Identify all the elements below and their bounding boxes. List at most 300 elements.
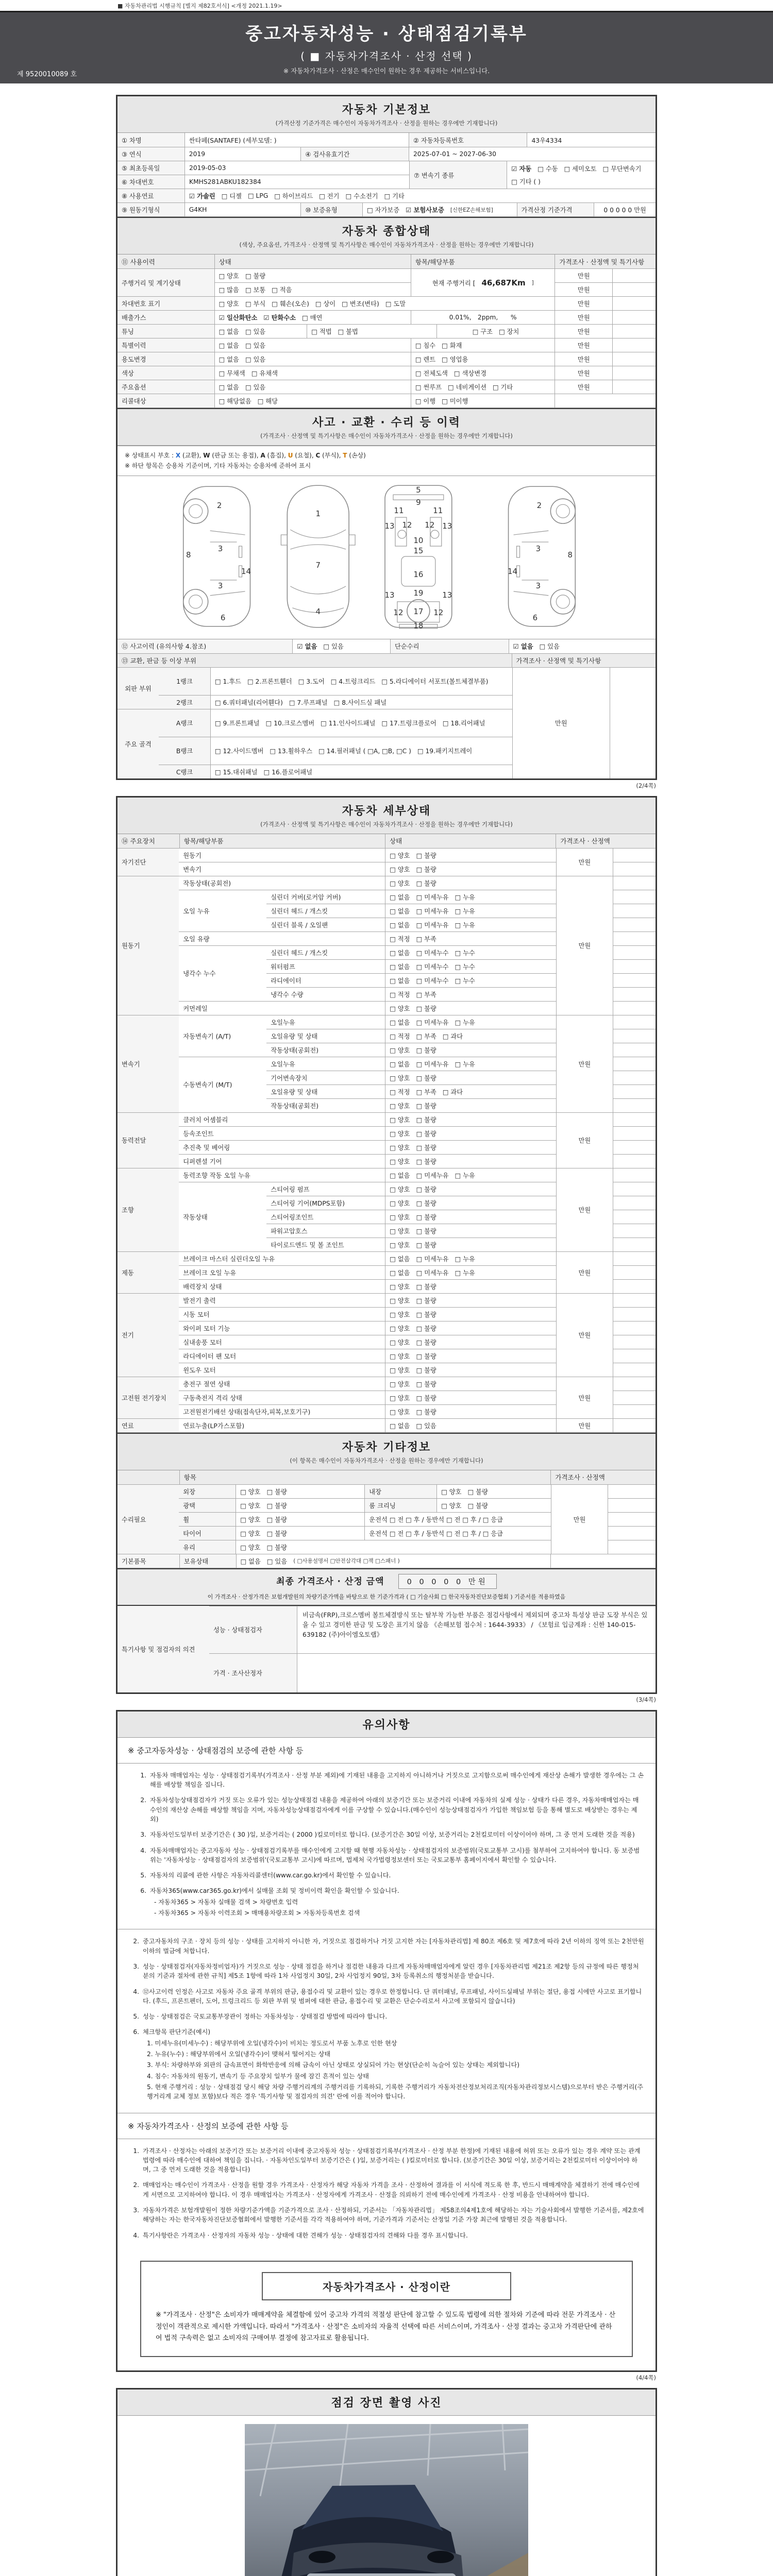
text-cell — [613, 987, 656, 1001]
checkbox-unchecked[interactable]: □ 이행 — [415, 398, 436, 405]
checkbox-unchecked[interactable]: □ 부족 — [416, 1088, 436, 1096]
checkbox-unchecked[interactable]: □ 불량 — [416, 1046, 436, 1054]
legend-segment: W — [203, 452, 210, 459]
checkbox-unchecked[interactable]: □ 양호 — [390, 1074, 410, 1082]
text-cell: 배출가스 — [117, 310, 214, 324]
checkbox-unchecked[interactable]: □ 적법 — [311, 328, 332, 335]
checkbox-unchecked[interactable]: □ 15.대쉬패널 — [215, 768, 258, 776]
checkbox-unchecked[interactable]: □ 양호 — [390, 1394, 410, 1402]
option-cell — [385, 1404, 556, 1418]
checkbox-unchecked[interactable]: □ 양호 — [390, 1144, 410, 1151]
option-cell — [385, 1001, 556, 1015]
checkbox-unchecked[interactable]: □ 적정 — [390, 1032, 410, 1040]
legend-segment: A — [260, 452, 265, 459]
text-cell: 라디에이터 — [266, 973, 385, 987]
text-cell: 단순수리 — [390, 639, 509, 653]
checkbox-unchecked[interactable]: □ 양호 — [240, 1502, 261, 1510]
checkbox-unchecked[interactable]: □ 기타 — [384, 193, 405, 200]
diagram-part-number: 14 — [508, 566, 518, 576]
text-cell: ⑭ 주요장치 — [117, 834, 179, 848]
checkbox-unchecked[interactable]: □ 불량 — [416, 1283, 436, 1291]
checkbox-unchecked[interactable]: □ 1.후드 — [215, 678, 242, 686]
checkbox-unchecked[interactable]: □ 11.인사이드패널 — [321, 720, 376, 727]
legend-segment: (부식), — [320, 452, 343, 459]
text-cell: ⑦ 변속기 종류 — [409, 161, 507, 189]
checkbox-unchecked[interactable]: □ 양호 — [390, 1283, 410, 1291]
checkbox-unchecked[interactable]: □ 있음 — [416, 1422, 436, 1430]
checkbox-unchecked[interactable]: □ 14.필러패널 ( □A, □B, □C ) — [318, 748, 411, 755]
checkbox-unchecked[interactable]: □ 누수 — [455, 949, 475, 957]
checkbox-unchecked[interactable]: □ 도말 — [385, 300, 406, 308]
text-cell: 클러치 어셈블리 — [179, 1112, 385, 1126]
checkbox-unchecked[interactable]: □ 디젤 — [221, 193, 242, 200]
checkbox-unchecked[interactable]: □ 누유 — [455, 1269, 475, 1277]
checkbox-unchecked[interactable]: □ 없음 — [390, 1172, 410, 1179]
checkbox-unchecked[interactable]: □ 없음 — [390, 1422, 410, 1430]
checkbox-unchecked[interactable]: □ 불량 — [266, 1488, 287, 1496]
legend-segment: (판금 또는 용접), — [210, 452, 261, 459]
checkbox-unchecked[interactable]: □ 적정 — [390, 935, 410, 943]
checkbox-unchecked[interactable]: □ 있음 — [323, 643, 344, 651]
diagram-part-number: 13 — [384, 521, 395, 531]
checkbox-unchecked[interactable]: □ 양호 — [390, 1158, 410, 1165]
checkbox-unchecked[interactable]: □ 양호 — [390, 1408, 410, 1416]
checkbox-unchecked[interactable]: □ 누수 — [455, 963, 475, 971]
checkbox-unchecked[interactable]: □ 없음 — [390, 1255, 410, 1263]
document-number: 제 9520010089 호 — [17, 71, 77, 78]
checkbox-unchecked[interactable]: □ 불량 — [416, 879, 436, 887]
checkbox-unchecked[interactable]: □ 양호 — [219, 273, 239, 280]
checkbox-unchecked[interactable]: □ 양호 — [390, 1380, 410, 1388]
checkbox-unchecked[interactable]: □ 누유 — [455, 921, 475, 929]
text-cell: 오일유량 및 상태 — [266, 1084, 385, 1098]
checkbox-unchecked[interactable]: □ 양호 — [390, 1102, 410, 1110]
checkbox-unchecked[interactable]: □ 유채색 — [251, 370, 278, 377]
notice-item: 4. 특기사항란은 가격조사 · 산정자의 자동차 성능 · 상태에 대한 견해가 성능 · 상태점검자의 견해와 다를 경우 표시합니다. — [129, 2231, 644, 2240]
checkbox-unchecked[interactable]: □ 미세누유 — [416, 1172, 449, 1179]
checkbox-unchecked[interactable]: □ 양호 — [390, 1366, 410, 1374]
checkbox-unchecked[interactable]: □ 누유 — [455, 907, 475, 915]
overall-state-subtitle: (색상, 주요옵션, 가격조사 · 산정액 및 특기사항은 매수인이 자동차가격조사 · 산정을 원하는 경우에만 기재합니다) — [239, 241, 534, 248]
checkbox-unchecked[interactable]: □ 불량 — [416, 1227, 436, 1235]
checkbox-unchecked[interactable]: □ 불량 — [416, 1102, 436, 1110]
checkbox-checked[interactable]: ☑ 없음 — [513, 643, 533, 651]
checkbox-unchecked[interactable]: □ 미세누유 — [416, 1255, 449, 1263]
checkbox-unchecked[interactable]: □ 양호 — [390, 1213, 410, 1221]
checkbox-unchecked[interactable]: □ 자가보증 — [367, 207, 400, 214]
checkbox-unchecked[interactable]: □ 양호 — [390, 1241, 410, 1249]
checkbox-unchecked[interactable]: □ 불량 — [245, 273, 266, 280]
option-cell — [236, 1540, 551, 1554]
text-cell: 배력장치 상태 — [179, 1279, 385, 1293]
diagram-part-number: 9 — [416, 497, 421, 507]
checkbox-unchecked[interactable]: □ 양호 — [390, 1325, 410, 1332]
checkbox-unchecked[interactable]: □ 있음 — [245, 328, 266, 335]
checkbox-unchecked[interactable]: □ 불량 — [467, 1488, 488, 1496]
text-cell: 주요 골격 — [117, 709, 159, 778]
text-cell: 시동 모터 — [179, 1307, 385, 1321]
checkbox-unchecked[interactable]: □ 불량 — [416, 1311, 436, 1318]
checkbox-unchecked[interactable]: □ 누유 — [455, 893, 475, 901]
option-cell — [292, 639, 390, 653]
checkbox-unchecked[interactable]: □ 양호 — [390, 1046, 410, 1054]
checkbox-unchecked[interactable]: □ 3.도어 — [298, 678, 325, 686]
checkbox-unchecked[interactable]: □ 불량 — [416, 1325, 436, 1332]
checkbox-unchecked[interactable]: □ 불량 — [416, 1116, 436, 1124]
checkbox-unchecked[interactable]: □ 10.크로스멤버 — [265, 720, 315, 727]
notice-number: 4. — [140, 1846, 146, 1854]
checkbox-unchecked[interactable]: □ 침수 — [415, 342, 436, 349]
text-cell — [613, 904, 656, 918]
checkbox-unchecked[interactable]: □ 적정 — [390, 1088, 410, 1096]
checkbox-unchecked[interactable]: □ 렌트 — [415, 356, 436, 363]
checkbox-unchecked[interactable]: □ 없음 — [219, 342, 239, 349]
checkbox-unchecked[interactable]: □ 5.라디에이터 서포트(볼트체결부품) — [381, 678, 489, 686]
checkbox-unchecked[interactable]: □ 17.트렁크플로어 — [381, 720, 436, 727]
checkbox-unchecked[interactable]: □ 없음 — [219, 328, 239, 335]
text-cell: 만원 — [554, 296, 612, 310]
accident-history-title: 사고 · 교환 · 수리 등 이력 — [312, 416, 461, 429]
checkbox-unchecked[interactable]: □ 16.플로어패널 — [263, 768, 313, 776]
checkbox-unchecked[interactable]: □ 불량 — [416, 1297, 436, 1304]
notice-item: 2. 중고자동차의 구조 · 장치 등의 성능 · 상태를 고지하지 아니한 자, 거짓으로 점검하거나 거짓 고지한 자는 [자동차관리법] 제 80조 제6호 및 제7호에 따라 2년 이하의 징역 또는 2천만원 이하의 벌금에 처합니다. — [129, 1937, 644, 1956]
checkbox-unchecked[interactable]: □ 없음 — [390, 963, 410, 971]
checkbox-unchecked[interactable]: □ 기타 — [492, 384, 513, 391]
checkbox-unchecked[interactable]: □ 하이브리드 — [274, 193, 313, 200]
checkbox-unchecked[interactable]: □ 있음 — [245, 342, 266, 349]
checkbox-unchecked[interactable]: □ 변조(변타) — [342, 300, 379, 308]
checkbox-unchecked[interactable]: □ 전체도색 — [415, 370, 448, 377]
checkbox-unchecked[interactable]: □ 불량 — [416, 1338, 436, 1346]
option-cell — [385, 1029, 556, 1043]
text-cell: 만원 — [556, 1015, 612, 1112]
text-cell: 브레이크 오일 누유 — [179, 1265, 385, 1279]
text-cell — [613, 1335, 656, 1349]
text-cell: 0.01%, 2ppm, % — [411, 310, 554, 324]
notice-subitem: - 자동차365 > 자동차 실매물 검색 > 차량번호 입력 — [154, 1898, 298, 1906]
text-cell: 냉각수 누수 — [179, 945, 266, 1001]
text-cell: 43우4334 — [527, 133, 656, 147]
checkbox-unchecked[interactable]: □ 없음 — [390, 1060, 410, 1068]
checkbox-unchecked[interactable]: □ 매연 — [302, 314, 323, 321]
option-cell — [385, 1335, 556, 1349]
checkbox-unchecked[interactable]: □ 누유 — [455, 1255, 475, 1263]
checkbox-unchecked[interactable]: □ 미세누수 — [416, 963, 449, 971]
checkbox-unchecked[interactable]: □ 양호 — [441, 1502, 462, 1510]
notices-subhead-2: ※ 자동차가격조사 · 산정의 보증에 관한 사항 등 — [117, 2113, 656, 2139]
checkbox-unchecked[interactable]: □ 없음 — [390, 1019, 410, 1026]
option-cell — [385, 1279, 556, 1293]
checkbox-unchecked[interactable]: □ 양호 — [390, 1311, 410, 1318]
notice-number: 6. — [140, 1887, 146, 1895]
checkbox-unchecked[interactable]: □ 적음 — [272, 286, 292, 294]
text-cell: 변속기 — [179, 862, 385, 876]
option-cell — [210, 667, 512, 695]
checkbox-unchecked[interactable]: □ 불량 — [266, 1516, 287, 1523]
checkbox-unchecked[interactable]: □ 영업용 — [442, 356, 468, 363]
diagram-part-number: 2 — [216, 500, 222, 510]
text-cell: 내장 — [364, 1484, 436, 1498]
final-price-row — [117, 1568, 656, 1605]
checkbox-unchecked[interactable]: □ 수소전기 — [345, 193, 378, 200]
checkbox-unchecked[interactable]: □ 불량 — [416, 1144, 436, 1151]
checkbox-unchecked[interactable]: □ 해당 — [257, 398, 278, 405]
text-cell — [613, 1321, 656, 1335]
checkbox-checked[interactable]: ☑ 일산화탄소 — [219, 314, 258, 321]
checkbox-unchecked[interactable]: □ 미세누유 — [416, 893, 449, 901]
text-cell — [612, 380, 656, 394]
checkbox-unchecked[interactable]: □ 불량 — [266, 1544, 287, 1551]
checkbox-unchecked[interactable]: □ 누유 — [455, 1172, 475, 1179]
checkbox-unchecked[interactable]: □ 적정 — [390, 991, 410, 998]
text-cell: 0 0 0 0 0 만원 — [594, 202, 656, 216]
checkbox-unchecked[interactable]: □ 미세누유 — [416, 1269, 449, 1277]
text-cell — [613, 1377, 656, 1391]
text-cell: 2019 — [184, 147, 301, 161]
checkbox-unchecked[interactable]: □ 불량 — [416, 1074, 436, 1082]
checkbox-unchecked[interactable]: □ 양호 — [390, 1130, 410, 1138]
checkbox-unchecked[interactable]: □ LPG — [248, 192, 268, 199]
checkbox-unchecked[interactable]: □ 양호 — [390, 1227, 410, 1235]
basic-info-header — [117, 96, 656, 133]
text-cell — [610, 667, 656, 778]
option-cell — [385, 1071, 556, 1084]
text-cell: 작동상태 — [179, 1182, 266, 1251]
checkbox-unchecked[interactable]: □ 없음 — [219, 384, 239, 391]
checkbox-unchecked[interactable]: □ 화재 — [442, 342, 462, 349]
checkbox-unchecked[interactable]: □ 양호 — [390, 852, 410, 859]
option-cell — [214, 338, 411, 352]
checkbox-unchecked[interactable]: □ 없음 — [390, 949, 410, 957]
checkbox-unchecked[interactable]: □ 미이행 — [442, 398, 468, 405]
checkbox-unchecked[interactable]: □ 7.루프패널 — [289, 699, 328, 706]
checkbox-unchecked[interactable]: □ 있음 — [539, 643, 560, 651]
checkbox-unchecked[interactable]: □ 전기 — [319, 193, 340, 200]
checkbox-unchecked[interactable]: □ 양호 — [390, 1352, 410, 1360]
checkbox-unchecked[interactable]: □ 보통 — [245, 286, 266, 294]
checkbox-unchecked[interactable]: □ 13.휠하우스 — [270, 748, 313, 755]
checkbox-unchecked[interactable]: □ 양호 — [390, 1297, 410, 1304]
checkbox-unchecked[interactable]: □ 없음 — [390, 977, 410, 985]
checkbox-unchecked[interactable]: □ 양호 — [390, 1005, 410, 1012]
document — [116, 95, 657, 2576]
checkbox-unchecked[interactable]: □ 미세누유 — [416, 1019, 449, 1026]
text-cell: 만원 — [556, 1418, 612, 1432]
notice-item: 2. 자동차성능상태점검자가 거짓 또는 오류가 있는 성능상태점검 내용을 제공하여 아래의 보증기간 또는 보증거리 이내에 자동차의 실제 성능 · 상태가 다른 경우, 자동차매매업자는 매수인의 재산상 손해를 배상할 책임을 지며, 자동차성능상태점검자에게 이를 구상할 수 있습니다.(매수인이 성능상태점검자가 가입한 책임보험 등을 통해 별도로 배상받는 경우는 제외) — [136, 1795, 644, 1824]
checkbox-unchecked[interactable]: □ 불량 — [416, 1380, 436, 1388]
checkbox-unchecked[interactable]: □ 무채색 — [219, 370, 245, 377]
option-cell — [385, 876, 556, 890]
text-cell — [612, 268, 656, 282]
checkbox-unchecked[interactable]: □ 12.사이드멤버 — [215, 748, 264, 755]
checkbox-unchecked[interactable]: □ 4.트렁크리드 — [330, 678, 376, 686]
checkbox-unchecked[interactable]: □ 없음 — [390, 907, 410, 915]
checkbox-unchecked[interactable]: □ 미세누수 — [416, 977, 449, 985]
text-cell: KMHS281ABKU182384 — [184, 175, 409, 189]
text-cell: 성능 · 상태점검자 — [209, 1606, 297, 1653]
checkbox-unchecked[interactable]: □ 18.리어패널 — [442, 720, 485, 727]
text-cell: 상태 — [385, 834, 556, 848]
checkbox-unchecked[interactable]: □ 양호 — [240, 1516, 261, 1523]
checkbox-checked[interactable]: ☑ 없음 — [297, 643, 317, 651]
diagram-part-number: 11 — [433, 505, 443, 515]
checkbox-checked[interactable]: ☑ 보험사보증 — [406, 207, 444, 214]
checkbox-unchecked[interactable]: □ 있음 — [245, 384, 266, 391]
checkbox-unchecked[interactable]: □ 상이 — [315, 300, 336, 308]
checkbox-unchecked[interactable]: □ 구조 — [472, 328, 493, 335]
checkbox-checked[interactable]: ☑ 가솔린 — [189, 193, 215, 200]
notices-group-b — [117, 1929, 656, 2113]
legend-segment: (요철), — [293, 452, 316, 459]
checkbox-unchecked[interactable]: □ 기타 ( ) — [511, 178, 541, 185]
checkbox-unchecked[interactable]: □ 9.프론트패널 — [215, 720, 260, 727]
checkbox-unchecked[interactable]: □ 양호 — [240, 1544, 261, 1551]
checkbox-checked[interactable]: ☑ 자동 — [511, 165, 532, 173]
checkbox-unchecked[interactable]: □ 과다 — [442, 1088, 463, 1096]
checkbox-unchecked[interactable]: □ 양호 — [390, 866, 410, 873]
option-cell — [385, 848, 556, 862]
diagram-part-number: 8 — [567, 550, 573, 560]
checkbox-unchecked[interactable]: □ 누유 — [455, 1019, 475, 1026]
option-cell — [411, 394, 554, 408]
text-cell: A랭크 — [159, 709, 210, 737]
checkbox-unchecked[interactable]: □ 불량 — [416, 1158, 436, 1165]
checkbox-unchecked[interactable]: □ 네비게이션 — [448, 384, 486, 391]
checkbox-unchecked[interactable]: □ 없음 — [240, 1557, 261, 1565]
checkbox-unchecked[interactable]: □ 없음 — [390, 921, 410, 929]
checkbox-unchecked[interactable]: □ 불량 — [266, 1502, 287, 1510]
checkbox-unchecked[interactable]: □ 썬루프 — [415, 384, 442, 391]
checkbox-unchecked[interactable]: □ 양호 — [390, 1199, 410, 1207]
checkbox-unchecked[interactable]: □ 있음 — [266, 1557, 288, 1565]
text-cell: 룸 크리닝 — [364, 1498, 436, 1512]
text-cell — [613, 1098, 656, 1112]
checkbox-unchecked[interactable]: □ 양호 — [390, 1338, 410, 1346]
text-cell — [613, 931, 656, 945]
text-cell — [613, 1418, 656, 1432]
photos-header — [117, 2389, 656, 2416]
section-box-4 — [116, 2388, 657, 2576]
checkbox-unchecked[interactable]: □ 양호 — [240, 1530, 261, 1537]
text-cell: 제동 — [117, 1251, 179, 1293]
checkbox-unchecked[interactable]: □ 없음 — [390, 893, 410, 901]
checkbox-unchecked[interactable]: □ 불량 — [416, 1130, 436, 1138]
text-cell — [612, 352, 656, 366]
checkbox-unchecked[interactable]: □ 훼손(오손) — [272, 300, 309, 308]
checkbox-unchecked[interactable]: □ 부족 — [416, 991, 436, 998]
notice-subitem: - 자동차365 > 자동차 이력조회 > 매매용차량조회 > 자동차등록번호 검색 — [154, 1909, 360, 1917]
checkbox-unchecked[interactable]: □ 불량 — [416, 1394, 436, 1402]
checkbox-unchecked[interactable]: □ 미세누유 — [416, 921, 449, 929]
checkbox-unchecked[interactable]: □ 양호 — [219, 300, 239, 308]
text-cell: 자동변속기 (A/T) — [179, 1015, 266, 1057]
checkbox-unchecked[interactable]: □ 미세누수 — [416, 949, 449, 957]
checkbox-unchecked[interactable]: □ 8.사이드실 패널 — [333, 699, 387, 706]
checkbox-unchecked[interactable]: □ 부족 — [416, 935, 436, 943]
checkbox-unchecked[interactable]: □ 불량 — [416, 1185, 436, 1193]
checkbox-unchecked[interactable]: □ 19.패키지트레이 — [417, 748, 473, 755]
checkbox-unchecked[interactable]: □ 미세누유 — [416, 907, 449, 915]
option-cell — [385, 1126, 556, 1140]
checkbox-unchecked[interactable]: □ 많음 — [219, 286, 239, 294]
checkbox-unchecked[interactable]: □ 불량 — [416, 1408, 436, 1416]
option-cell — [385, 1349, 556, 1363]
checkbox-unchecked[interactable]: □ 장치 — [499, 328, 519, 335]
checkbox-unchecked[interactable]: □ 불량 — [416, 1199, 436, 1207]
diagram-part-number: 3 — [535, 581, 541, 590]
checkbox-unchecked[interactable]: □ 양호 — [390, 879, 410, 887]
checkbox-unchecked[interactable]: □ 색상변경 — [453, 370, 486, 377]
checkbox-unchecked[interactable]: □ 양호 — [240, 1488, 261, 1496]
text-cell: 유리 — [179, 1540, 236, 1554]
legend-segment: C — [315, 452, 321, 459]
checkbox-unchecked[interactable]: □ 불량 — [416, 866, 436, 873]
text-cell — [608, 1512, 656, 1526]
checkbox-unchecked[interactable]: □ 2.프론트휀더 — [247, 678, 292, 686]
checkbox-unchecked[interactable]: □ 해당없음 — [219, 398, 251, 405]
text-cell — [613, 1057, 656, 1071]
checkbox-unchecked[interactable]: □ 과다 — [442, 1032, 463, 1040]
notice-item: 3. 성능 · 상태점검자(자동차정비업자)가 거짓으로 성능 · 상태 점검을 하거나 점검한 내용과 다르게 자동차매매업자에게 알린 경우 [자동차관리법 제21조 제2항 등의 규정에 따른 행정처분의 기준과 절차에 관한 규칙] 제5조 1항에 따라 1차 사업정지 30일, 2차 사업정지 90일, 3차 등록취소의 행정처분을 받습니다. — [129, 1962, 644, 1981]
basic-info-title: 자동차 기본정보 — [342, 104, 431, 116]
checkbox-unchecked[interactable]: □ 양호 — [441, 1488, 462, 1496]
text-cell: 구동축전지 격리 상태 — [179, 1391, 385, 1404]
notice-number: 4. — [133, 2231, 139, 2239]
checkbox-unchecked[interactable]: □ 부식 — [245, 300, 266, 308]
overall-state-title: 자동차 종합상태 — [342, 225, 431, 238]
diagram-part-number: 13 — [384, 590, 395, 600]
checkbox-unchecked[interactable]: □ 불량 — [467, 1502, 488, 1510]
checkbox-unchecked[interactable]: □ 불법 — [338, 328, 358, 335]
text-cell — [612, 310, 656, 324]
checkbox-unchecked[interactable]: □ 불량 — [416, 1241, 436, 1249]
checkbox-unchecked[interactable]: □ 불량 — [416, 1366, 436, 1374]
checkbox-unchecked[interactable]: □ 있음 — [245, 356, 266, 363]
checkbox-unchecked[interactable]: □ 양호 — [390, 1116, 410, 1124]
checkbox-unchecked[interactable]: □ 누수 — [455, 977, 475, 985]
checkbox-checked[interactable]: ☑ 탄화수소 — [263, 314, 296, 321]
option-cell — [214, 380, 411, 394]
text-cell: 디퍼렌셜 기어 — [179, 1154, 385, 1168]
text-cell — [612, 338, 656, 352]
text-cell: 차대번호 표기 — [117, 296, 214, 310]
checkbox-unchecked[interactable]: □ 수동 — [537, 165, 558, 173]
checkbox-unchecked[interactable]: □ 불량 — [266, 1530, 287, 1537]
checkbox-unchecked[interactable]: □ 불량 — [416, 1213, 436, 1221]
checkbox-unchecked[interactable]: □ 무단변속기 — [602, 165, 642, 173]
checkbox-unchecked[interactable]: □ 부족 — [416, 1032, 436, 1040]
checkbox-unchecked[interactable]: □ 6.쿼터패널(리어휀다) — [215, 699, 283, 706]
checkbox-unchecked[interactable]: □ 없음 — [219, 356, 239, 363]
legend-segment: (흠집), — [265, 452, 288, 459]
final-price-value: 0 0 0 0 0 만원 — [398, 1574, 497, 1589]
checkbox-unchecked[interactable]: □ 불량 — [416, 1352, 436, 1360]
text-cell: 원동기 — [179, 848, 385, 862]
option-cell — [385, 959, 556, 973]
checkbox-unchecked[interactable]: □ 불량 — [416, 852, 436, 859]
text-cell — [613, 1265, 656, 1279]
option-cell — [385, 1293, 556, 1307]
checkbox-unchecked[interactable]: □ 불량 — [416, 1005, 436, 1012]
checkbox-unchecked[interactable]: □ 누유 — [455, 1060, 475, 1068]
text-cell: 타이로드엔드 및 볼 조인트 — [266, 1238, 385, 1251]
checkbox-unchecked[interactable]: □ 미세누유 — [416, 1060, 449, 1068]
checkbox-unchecked[interactable]: □ 세미오토 — [564, 165, 597, 173]
text-cell: 오일누유 — [266, 1015, 385, 1029]
checkbox-unchecked[interactable]: □ 양호 — [390, 1185, 410, 1193]
text-cell: 특기사항 및 점검자의 의견 — [117, 1606, 209, 1692]
checkbox-unchecked[interactable]: □ 없음 — [390, 1269, 410, 1277]
